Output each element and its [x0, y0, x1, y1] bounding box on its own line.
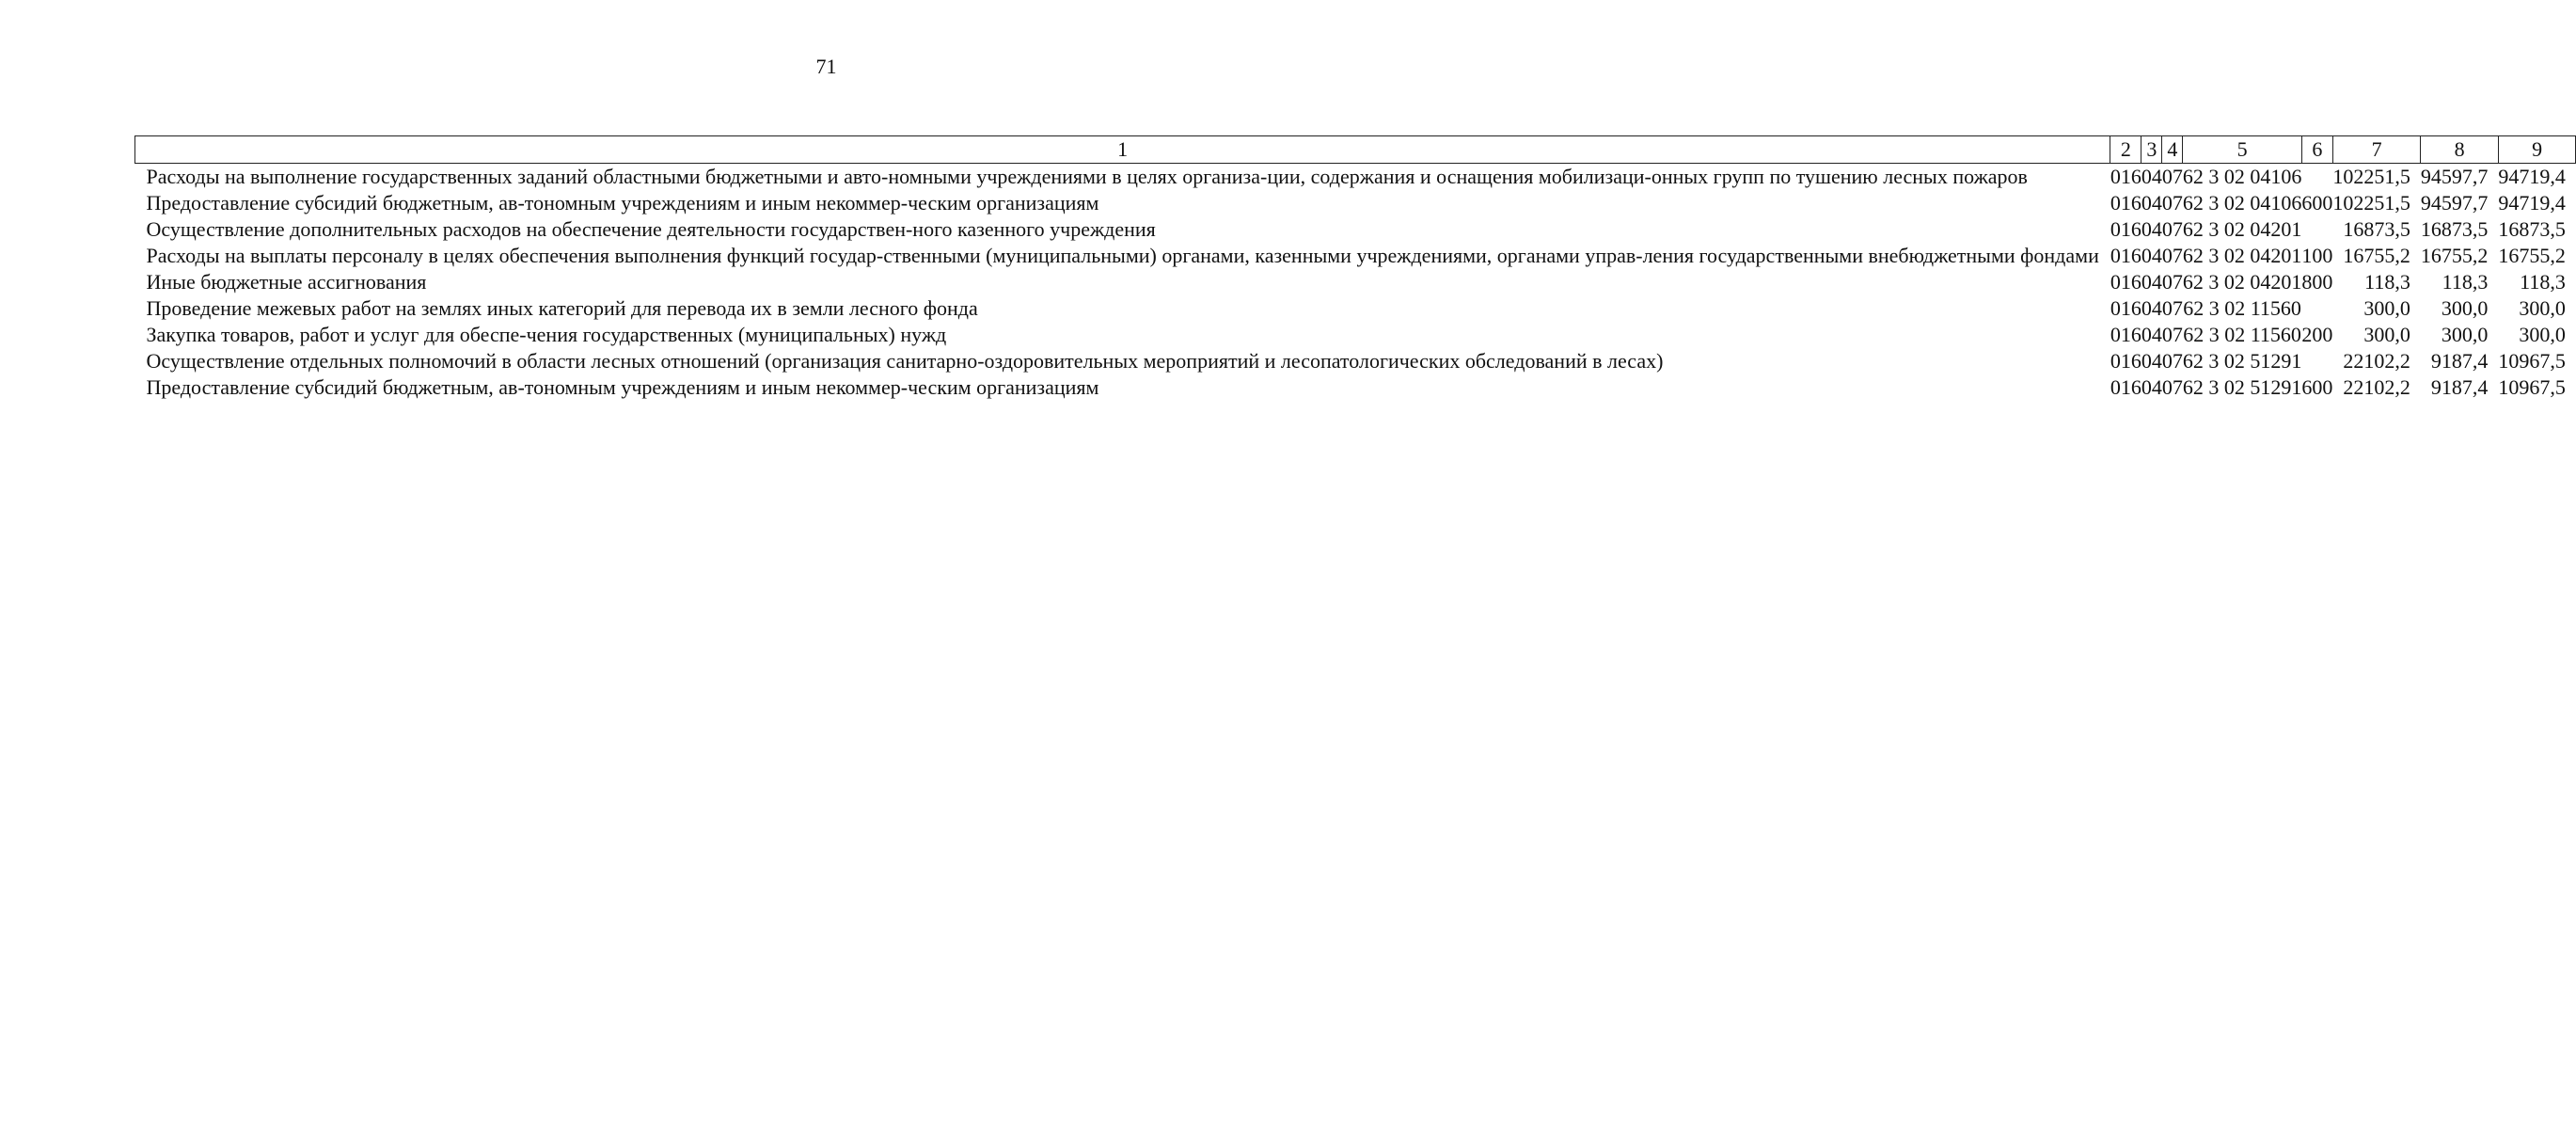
- table-row: [135, 243, 2576, 269]
- page-number: 71: [815, 55, 837, 78]
- row-description: Предоставление субсидий бюджетным, ав-тономным учреждениям и иным некоммер-ческим организациям: [146, 375, 1099, 399]
- cell-col4: 07: [2161, 375, 2183, 399]
- cell-col2: 016: [2110, 165, 2141, 188]
- cell-col5: 62 3 02 51291: [2182, 375, 2302, 399]
- cell-col4: 07: [2161, 165, 2183, 188]
- cell-col4: 07: [2161, 217, 2183, 241]
- row-description: Иные бюджетные ассигнования: [146, 270, 427, 294]
- cell-col2: 016: [2110, 244, 2141, 267]
- cell-col6: [2301, 295, 2332, 322]
- row-description: Расходы на выплаты персоналу в целях обеспечения выполнения функций государ-ственными (муниципальными) органами, казенными учреждениями, органами управ-ления государственными внебюджетными фондами: [146, 244, 2099, 267]
- cell-col4: 07: [2161, 191, 2183, 215]
- table-row: [135, 164, 2576, 191]
- table-row: [135, 216, 2576, 243]
- header-col-2: 2: [2110, 136, 2141, 164]
- cell-col3: 04: [2141, 270, 2162, 294]
- header-col-8: 8: [2421, 136, 2499, 164]
- cell-col6: [2301, 164, 2332, 191]
- cell-col4: 07: [2161, 270, 2183, 294]
- cell-col9: 10967,5: [2498, 349, 2566, 373]
- cell-col2: 016: [2110, 296, 2141, 320]
- cell-col9: 300,0: [2519, 296, 2566, 320]
- header-col-6: 6: [2301, 136, 2332, 164]
- cell-col8: 94597,7: [2420, 191, 2489, 215]
- cell-col9: 16755,2: [2498, 244, 2566, 267]
- cell-col3: 04: [2141, 217, 2162, 241]
- cell-col6: 800: [2301, 270, 2333, 294]
- cell-col7: 102251,5: [2332, 191, 2410, 215]
- row-description: Закупка товаров, работ и услуг для обеспе-чения государственных (муниципальных) нужд: [146, 323, 947, 346]
- table-row: [135, 322, 2576, 348]
- cell-col3: 04: [2141, 191, 2162, 215]
- cell-col5: 62 3 02 04106: [2182, 165, 2302, 188]
- cell-col9: 94719,4: [2498, 191, 2566, 215]
- cell-col7: 102251,5: [2332, 165, 2410, 188]
- cell-col5: 62 3 02 11560: [2183, 296, 2301, 320]
- cell-col7: 300,0: [2363, 323, 2410, 346]
- cell-col4: 07: [2161, 244, 2183, 267]
- cell-col5: 62 3 02 04106: [2182, 191, 2302, 215]
- cell-col2: 016: [2110, 323, 2141, 346]
- cell-col6: 600: [2301, 191, 2333, 215]
- cell-col3: 04: [2141, 165, 2162, 188]
- cell-col2: 016: [2110, 270, 2141, 294]
- cell-col6: 100: [2301, 244, 2333, 267]
- header-col-9: 9: [2498, 136, 2576, 164]
- cell-col3: 04: [2141, 349, 2162, 373]
- cell-col7: 22102,2: [2343, 375, 2410, 399]
- cell-col4: 07: [2161, 296, 2183, 320]
- header-col-7: 7: [2332, 136, 2421, 164]
- cell-col5: 62 3 02 04201: [2182, 244, 2302, 267]
- cell-col9: 10967,5: [2498, 375, 2566, 399]
- row-description: Предоставление субсидий бюджетным, ав-тономным учреждениям и иным некоммер-ческим организациям: [146, 191, 1099, 215]
- cell-col8: 300,0: [2441, 323, 2489, 346]
- cell-col3: 04: [2141, 375, 2162, 399]
- table-row: [135, 269, 2576, 295]
- cell-col6: 200: [2301, 323, 2333, 346]
- row-description: Расходы на выполнение государственных заданий областными бюджетными и авто-номными учреждениями в целях организа-ции, содержания и оснащения мобилизаци-онных групп по тушению лесных пожаров: [146, 165, 2028, 188]
- cell-col8: 16873,5: [2420, 217, 2489, 241]
- cell-col2: 016: [2110, 349, 2141, 373]
- cell-col6: [2301, 348, 2332, 374]
- cell-col8: 9187,4: [2430, 349, 2489, 373]
- row-description: Осуществление дополнительных расходов на обеспечение деятельности государствен-ного казенного учреждения: [146, 217, 1156, 241]
- table-body: [135, 164, 2576, 402]
- table-header: [135, 136, 2576, 164]
- cell-col9: 118,3: [2520, 270, 2566, 294]
- cell-col6: 600: [2301, 375, 2333, 399]
- cell-col5: 62 3 02 51291: [2182, 349, 2302, 373]
- cell-col8: 9187,4: [2430, 375, 2489, 399]
- cell-col7: 300,0: [2363, 296, 2410, 320]
- cell-col8: 16755,2: [2420, 244, 2489, 267]
- cell-col3: 04: [2141, 323, 2162, 346]
- table-row: [135, 295, 2576, 322]
- cell-col7: 16873,5: [2343, 217, 2410, 241]
- table-row: [135, 190, 2576, 216]
- header-col-3: 3: [2141, 136, 2162, 164]
- cell-col5: 62 3 02 11560: [2183, 323, 2301, 346]
- header-col-1: 1: [135, 136, 2110, 164]
- cell-col2: 016: [2110, 375, 2141, 399]
- row-description: Осуществление отдельных полномочий в области лесных отношений (организация санитарно-оздоровительных мероприятий и лесопатологических обследований в лесах): [146, 349, 1664, 373]
- budget-table: [134, 135, 2576, 401]
- header-col-5: 5: [2183, 136, 2302, 164]
- cell-col5: 62 3 02 04201: [2182, 217, 2302, 241]
- cell-col8: 118,3: [2442, 270, 2489, 294]
- cell-col3: 04: [2141, 296, 2162, 320]
- header-col-4: 4: [2162, 136, 2183, 164]
- row-description: Проведение межевых работ на землях иных категорий для перевода их в земли лесного фонда: [146, 296, 978, 320]
- table-row: [135, 374, 2576, 401]
- cell-col6: [2301, 216, 2332, 243]
- cell-col9: 16873,5: [2498, 217, 2566, 241]
- cell-col7: 16755,2: [2343, 244, 2410, 267]
- cell-col5: 62 3 02 04201: [2182, 270, 2302, 294]
- cell-col8: 300,0: [2441, 296, 2489, 320]
- cell-col3: 04: [2141, 244, 2162, 267]
- cell-col2: 016: [2110, 191, 2141, 215]
- header-row: [135, 136, 2576, 164]
- table-row: [135, 348, 2576, 374]
- cell-col9: 94719,4: [2498, 165, 2566, 188]
- cell-col9: 300,0: [2519, 323, 2566, 346]
- cell-col4: 07: [2161, 323, 2183, 346]
- cell-col2: 016: [2110, 217, 2141, 241]
- cell-col4: 07: [2161, 349, 2183, 373]
- cell-col7: 118,3: [2364, 270, 2410, 294]
- cell-col7: 22102,2: [2343, 349, 2410, 373]
- cell-col8: 94597,7: [2420, 165, 2489, 188]
